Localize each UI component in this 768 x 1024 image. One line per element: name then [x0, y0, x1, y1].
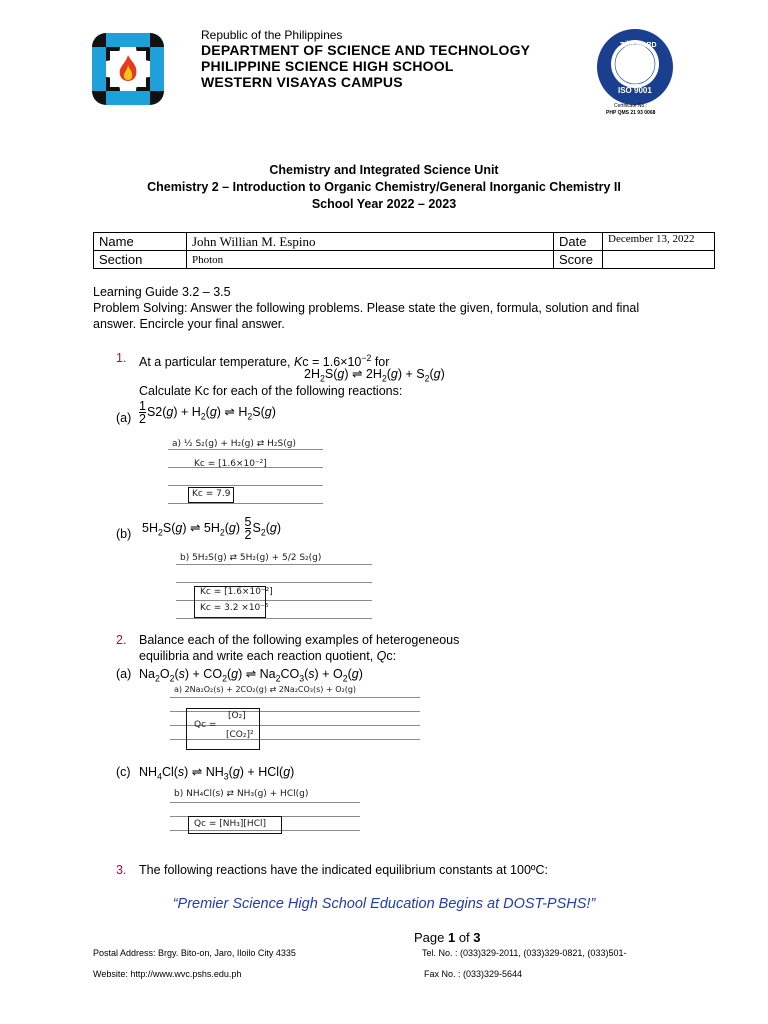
q1b-equation: $5H_2S(g)$ ⇌ $5H_2(g)$ $\frac{5}{2}$ $S_2(g)$ [142, 515, 281, 542]
name-label: Name [94, 233, 187, 251]
hw-2a-line3: [O₂] [228, 711, 246, 721]
q2a-label: (a) [116, 667, 132, 681]
campus-name: WESTERN VISAYAS CAMPUS [201, 74, 403, 90]
hw-1b-line3: Kc = 3.2 ×10⁻⁵ [200, 603, 269, 613]
section-value: Photon [187, 251, 554, 269]
student-info-table [93, 232, 715, 269]
q1a-label: (a) [116, 411, 132, 425]
hw-1a-line2: Kc = [1.6×10⁻²] [194, 459, 267, 469]
hw-1a-line3: Kc = 7.9 [192, 489, 231, 499]
q1-number: 1. [116, 351, 127, 365]
q1-equation: $2H_2S(g)$ ⇌ $2H_2(g) + S_2(g)$ [304, 367, 445, 384]
hw-1a-line1: a) ½ S₂(g) + H₂(g) ⇄ H₂S(g) [172, 439, 296, 449]
page-total: 3 [473, 930, 481, 945]
postal-address: Postal Address: Brgy. Bito-on, Jaro, Iloilo City 4335 [93, 948, 296, 958]
course-title: Chemistry 2 – Introduction to Organic Chemistry/General Inorganic Chemistry II [147, 180, 621, 194]
page-current: 1 [447, 930, 456, 945]
q1b-label: (b) [116, 527, 132, 541]
hw-2c-line2: Qc = [NH₃][HCl] [194, 819, 266, 829]
q2-text-2: equilibria and write each reaction quotient, Qc: [139, 649, 397, 663]
learning-guide: Learning Guide 3.2 – 3.5 [93, 285, 231, 299]
hw-1b-line2: Kc = [1.6×10⁻²] [200, 587, 273, 597]
q2c-label: (c) [116, 765, 131, 779]
dept-name: DEPARTMENT OF SCIENCE AND TECHNOLOGY [201, 42, 531, 58]
date-label: Date [554, 233, 603, 251]
cert-brand: TÜV NORD [620, 42, 657, 49]
hw-2c-line1: b) NH₄Cl(s) ⇄ NH₃(g) + HCl(g) [174, 789, 309, 799]
unit-title: Chemistry and Integrated Science Unit [269, 163, 499, 177]
page-of: of [455, 930, 474, 945]
q2a-equation: $Na_2O_2(s) + CO_2(g)$ ⇌ $Na_2CO_3(s) + O_2(g)$ [139, 667, 363, 684]
q3-text: The following reactions have the indicated equilibrium constants at 100ºC: [139, 863, 548, 877]
cert-no-label: Certificate No.: [614, 103, 648, 109]
score-label: Score [554, 251, 603, 269]
handwritten-answer-2a [170, 684, 420, 754]
q2c-equation: $NH_4Cl(s)$ ⇌ $NH_3(g) + HCl(g)$ [139, 765, 295, 782]
fax: Fax No. : (033)329-5644 [424, 969, 523, 979]
section-label: Section [94, 251, 187, 269]
school-year: School Year 2022 – 2023 [311, 197, 457, 211]
page-number [414, 930, 481, 945]
cert-iso: ISO 9001 [618, 86, 652, 95]
page-prefix: Page [414, 930, 448, 945]
hw-1b-line1: b) 5H₂S(g) ⇄ 5H₂(g) + 5/2 S₂(g) [180, 553, 322, 563]
q1-calc: Calculate Kc for each of the following reactions: [139, 384, 403, 398]
hw-2a-line2: Qc = [194, 720, 217, 730]
instructions: Problem Solving: Answer the following problems. Please state the given, formula, solution and final answer. Encircle your final answer. [93, 301, 640, 331]
hw-2a-line1: a) 2Na₂O₂(s) + 2CO₂(g) ⇄ 2Na₂CO₃(s) + O₂(g) [174, 685, 357, 694]
q3-number: 3. [116, 863, 127, 877]
school-name: PHILIPPINE SCIENCE HIGH SCHOOL [201, 58, 454, 74]
hw-2a-line4: [CO₂]² [226, 730, 254, 740]
iso-certification-badge [592, 28, 678, 120]
handwritten-answer-1a [168, 437, 323, 512]
q2-number: 2. [116, 633, 127, 647]
date-value: December 13, 2022 [603, 233, 715, 251]
handwritten-answer-1b [176, 548, 372, 622]
telephone: Tel. No. : (033)329-2011, (033)329-0821, (033)501- [422, 948, 627, 958]
cert-no: PHP QMS 21 93 0068 [606, 110, 656, 116]
republic-line: Republic of the Philippines [201, 28, 343, 42]
q1a-equation: $\frac{1}{2}$ $S2(g) + H_2(g)$ ⇌ $H_2S(g)$ [139, 399, 276, 426]
score-value [603, 251, 715, 269]
q1-text: At a particular temperature, $Kc = 1.6\times 10^{-2}$ for [139, 353, 390, 370]
school-motto: “Premier Science High School Education Begins at DOST-PSHS!” [172, 896, 596, 912]
name-value: John Willian M. Espino [187, 233, 554, 251]
q2-text-1: Balance each of the following examples of heterogeneous [139, 633, 460, 647]
dost-logo [92, 33, 164, 105]
website-link[interactable]: Website: http://www.wvc.pshs.edu.ph [93, 969, 242, 979]
handwritten-answer-2c [170, 786, 360, 842]
